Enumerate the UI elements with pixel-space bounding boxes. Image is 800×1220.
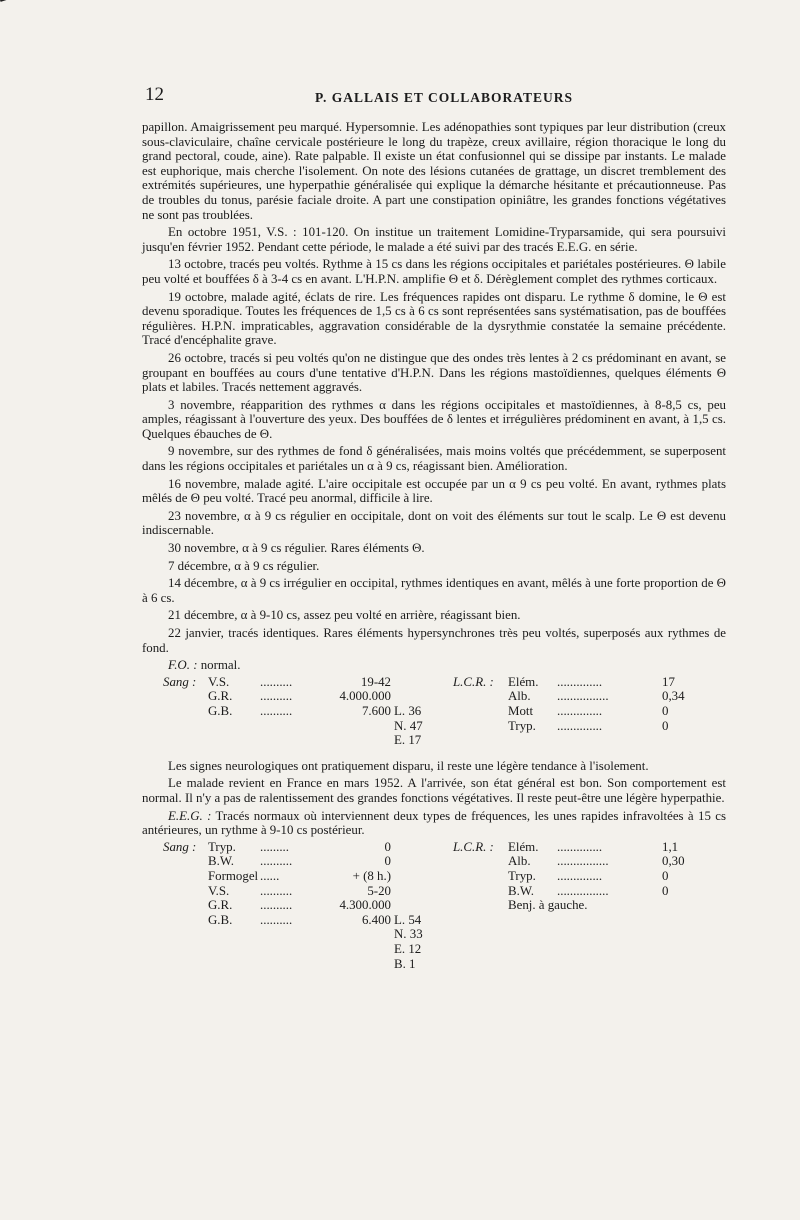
paragraph: 22 janvier, tracés identiques. Rares éléments hypersynchrones très peu voltés, superposés aux rythmes de fond. xyxy=(142,626,726,655)
sang-row-dots: .......... xyxy=(260,854,293,869)
sang-row-value: 4.300.000 xyxy=(339,898,391,913)
lcr-row-dots: .............. xyxy=(557,718,603,733)
eeg-label: E.E.G. : xyxy=(168,808,212,823)
sang-row-value: 0 xyxy=(384,839,391,854)
sang-row-dots: .......... xyxy=(260,883,293,898)
lab-results-october xyxy=(142,675,726,747)
corner-scan-mark xyxy=(0,0,27,2)
lcr-row-dots: ................ xyxy=(557,883,609,898)
lcr-label: L.C.R. : xyxy=(453,839,494,854)
lcr-row-name: Elém. xyxy=(508,674,539,689)
sang-row-name: G.R. xyxy=(208,689,233,704)
lcr-row-name: B.W. xyxy=(508,883,535,898)
sang-row-dots: .......... xyxy=(260,689,293,704)
paragraph: 13 octobre, tracés peu voltés. Rythme à 15 cs dans les régions occipitales et pariétales postérieures. Θ labile peu volté et bouffées δ à 3-4 cs en avant. L'H.P.N. amplifie Θ et δ. Dérèglement complet des rythmes corticaux. xyxy=(142,257,726,286)
formula-item: L. 36 xyxy=(394,703,422,718)
article-body xyxy=(142,120,726,971)
paragraph: 30 novembre, α à 9 cs régulier. Rares éléments Θ. xyxy=(168,541,425,556)
lcr-row-value: 0,34 xyxy=(662,689,685,704)
lcr-row-dots: .............. xyxy=(557,868,603,883)
sang-row-dots: .......... xyxy=(260,703,293,718)
lcr-row-dots: .............. xyxy=(557,839,603,854)
sang-row-name: G.B. xyxy=(208,703,233,718)
lcr-row-value: 0 xyxy=(662,703,669,718)
lcr-row-name: Mott xyxy=(508,703,534,718)
lcr-row-dots: .............. xyxy=(557,674,603,689)
sang-row-name: G.B. xyxy=(208,912,233,927)
sang-row-value: 7.600 xyxy=(361,703,391,718)
formula-item: N. 33 xyxy=(394,927,423,942)
eeg-text: Tracés normaux où interviennent deux types de fréquences, les unes rapides infravoltées à 15 cs antérieures, un rythme à 9-10 cs postérieur. xyxy=(142,808,726,838)
lcr-row-name: Elém. xyxy=(508,839,539,854)
eeg-line xyxy=(142,809,726,838)
lcr-row-value: 0 xyxy=(662,883,669,898)
lcr-row-name: Tryp. xyxy=(508,718,536,733)
formula-item: E. 12 xyxy=(394,941,422,956)
sang-row-name: V.S. xyxy=(208,674,230,689)
sang-row-value: 6.400 xyxy=(361,912,391,927)
sang-row-value: + (8 h.) xyxy=(352,868,391,883)
paragraph: 21 décembre, α à 9-10 cs, assez peu volté en arrière, réagissant bien. xyxy=(168,608,521,623)
lcr-row-name: Alb. xyxy=(508,854,531,869)
lcr-row-dots: .............. xyxy=(557,703,603,718)
sang-row-name: Formogel xyxy=(208,868,259,883)
paragraph: 19 octobre, malade agité, éclats de rire. Les fréquences rapides ont disparu. Le rythme δ domine, le Θ est devenu sporadique. Toutes les fréquences de 1,5 cs à 6 cs sont représentées sans systématisation, pas de bouffées régulières. H.P.N. impraticables, aggravation considérable de la dysrythmie constatée la semaine précédente. Tracé d'encéphalite grave. xyxy=(142,289,726,348)
sang-row-dots: .......... xyxy=(260,674,293,689)
sang-row-dots: ......... xyxy=(260,839,290,854)
paragraph: 9 novembre, sur des rythmes de fond δ généralisées, mais moins voltés que précédemment, se superposent dans les régions occipitales et pariétales un α à 9 cs, réagissant bien. Amélioration. xyxy=(142,444,726,474)
sang-row-value: 19-42 xyxy=(360,674,391,689)
fundus-line xyxy=(142,658,726,673)
paragraph: Les signes neurologiques ont pratiquement disparu, il reste une légère tendance à l'isolement. xyxy=(168,758,649,773)
fo-label: F.O. : xyxy=(168,658,198,673)
paragraph: 3 novembre, réapparition des rythmes α dans les régions occipitales et mastoïdiennes, à 8-8,5 cs, peu amples, réagissant à l'ouverture des yeux. Des bouffées de δ lentes et irrégulières prédominent en avant, à 1,5 cs. Quelques ébauches de Θ. xyxy=(142,397,726,441)
sang-label: Sang : xyxy=(163,674,197,689)
formula-item: E. 17 xyxy=(394,733,422,748)
sang-row-dots: ...... xyxy=(260,868,280,883)
sang-row-name: Tryp. xyxy=(208,839,236,854)
lcr-row-dots: ................ xyxy=(557,689,609,704)
sang-row-name: G.R. xyxy=(208,898,233,913)
lcr-row-value: 0 xyxy=(662,868,669,883)
sang-row-value: 4.000.000 xyxy=(339,689,391,704)
page-number: 12 xyxy=(145,84,164,105)
formula-item: B. 1 xyxy=(394,956,416,971)
formula-item: N. 47 xyxy=(394,718,423,733)
sang-row-dots: .......... xyxy=(260,898,293,913)
lcr-label: L.C.R. : xyxy=(453,674,494,689)
paragraph: 14 décembre, α à 9 cs irrégulier en occipital, rythmes identiques en avant, mêlés à une forte proportion de Θ à 6 cs. xyxy=(142,576,726,605)
formula-item: L. 54 xyxy=(394,912,422,927)
running-title: P. GALLAIS ET COLLABORATEURS xyxy=(315,90,574,105)
lcr-row-name: Tryp. xyxy=(508,868,536,883)
paragraph: 23 novembre, α à 9 cs régulier en occipitale, dont on voit des éléments sur tout le scalp. Le Θ est devenu indiscernable. xyxy=(142,508,726,538)
paragraph: 16 novembre, malade agité. L'aire occipitale est occupée par un α 9 cs peu volté. En avant, rythmes plats mêlés de Θ peu volté. Tracé peu anormal, difficile à lire. xyxy=(142,476,726,506)
fo-value: normal. xyxy=(200,658,241,673)
lcr-row-value: 1,1 xyxy=(662,839,679,854)
sang-row-value: 5-20 xyxy=(367,883,391,898)
lcr-row-value: 17 xyxy=(662,674,675,689)
lcr-row-value: 0 xyxy=(662,718,669,733)
lcr-row-value: 0,30 xyxy=(662,854,685,869)
paragraph: 26 octobre, tracés si peu voltés qu'on ne distingue que des ondes très lentes à 2 cs prédominant en avant, se groupant en bouffées au cours d'une tentative d'H.P.N. Dans les régions mastoïdiennes, quelques éléments Θ plats et labiles. Tracés nettement aggravés. xyxy=(142,350,726,395)
sang-row-dots: .......... xyxy=(260,912,293,927)
lab-results-march xyxy=(142,839,726,971)
paragraph: papillon. Amaigrissement peu marqué. Hypersomnie. Les adénopathies sont typiques par leur distribution (creux sous-claviculaire, chaîne cervicale postérieure le long du trapèze, creux avillaire, région thoracique le long du grand pectoral, coude, aine). Rate palpable. Il existe un état confusionnel qui se dissipe par instants. Le malade est euphorique, mais cherche l'isolement. On note des lésions cutanées de grattage, un discret tremblement des extrémités supérieures, une hyperpathie généralisée qui explique la démarche hésitante et précautionneuse. Pas de troubles du tonus, parésie faciale droite. A part une constipation opiniâtre, les grandes fonctions végétatives ne sont pas troublées. xyxy=(142,120,726,222)
lcr-row-name: Alb. xyxy=(508,689,531,704)
paragraph: Le malade revient en France en mars 1952. A l'arrivée, son état général est bon. Son comportement est normal. Il n'y a pas de ralentissement des grandes fonctions végétatives. Il reste peut-être une légère hyperpathie. xyxy=(142,776,726,805)
sang-row-name: V.S. xyxy=(208,883,230,898)
lcr-row-dots: ................ xyxy=(557,854,609,869)
lcr-row-name: Benj. à gauche. xyxy=(508,898,588,913)
sang-row-value: 0 xyxy=(384,854,391,869)
paragraph: 7 décembre, α à 9 cs régulier. xyxy=(168,558,320,573)
sang-row-name: B.W. xyxy=(208,854,235,869)
paragraph: En octobre 1951, V.S. : 101-120. On institue un traitement Lomidine-Tryparsamide, qui sera poursuivi jusqu'en février 1952. Pendant cette période, le malade a été suivi par des tracés E.E.G. en série. xyxy=(142,225,726,254)
sang-label: Sang : xyxy=(163,839,197,854)
page-header xyxy=(145,84,725,108)
